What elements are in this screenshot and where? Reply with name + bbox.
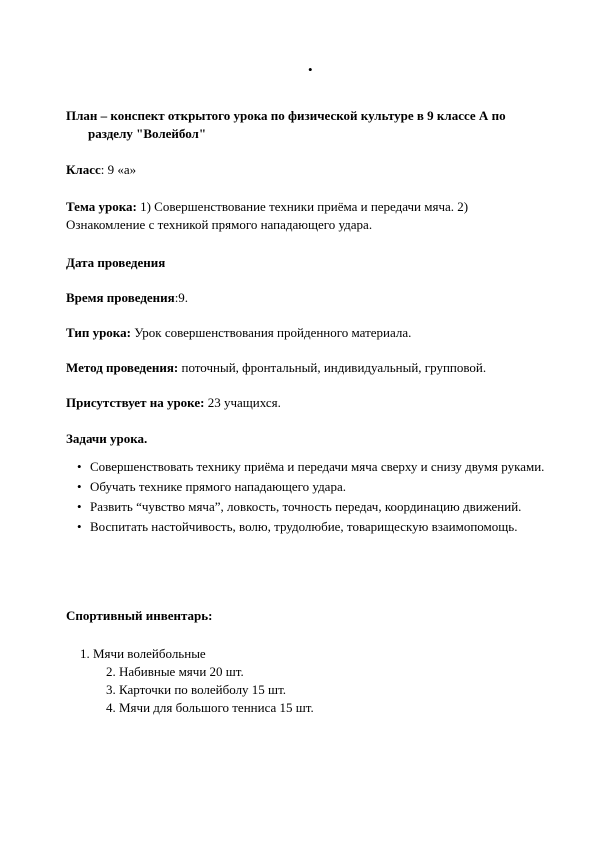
topic-value: 1) Совершенствование техники приёма и передачи мяча. 2) Ознакомление с техникой прямого нападающего удара. — [66, 199, 469, 232]
date-label: Дата проведения — [66, 255, 166, 270]
task-text: Развить “чувство мяча”, ловкость, точность передач, координацию движений. — [90, 499, 522, 514]
attendance-label: Присутствует на уроке: — [66, 395, 205, 410]
list-item: 1. Мячи волейбольные — [80, 646, 206, 661]
bullet-icon: • — [77, 479, 82, 494]
time-field — [66, 289, 546, 307]
bullet-icon: • — [77, 499, 82, 514]
list-item: 2. Набивные мячи 20 шт. — [106, 664, 244, 679]
equipment-heading: Спортивный инвентарь: — [66, 608, 213, 623]
topic-label: Тема урока: — [66, 199, 137, 214]
equipment-list — [80, 645, 520, 717]
attendance-field — [66, 394, 546, 412]
class-field — [66, 161, 546, 179]
bullet-icon: • — [77, 459, 82, 474]
task-text: Воспитать настойчивость, волю, трудолюбие, товарищескую взаимопомощь. — [90, 519, 518, 534]
task-text: Совершенствовать технику приёма и передачи мяча сверху и снизу двумя руками. — [90, 459, 545, 474]
method-label: Метод проведения: — [66, 360, 179, 375]
title-line-2: разделу "Волейбол" — [88, 126, 207, 141]
list-item: 4. Мячи для большого тенниса 15 шт. — [106, 700, 314, 715]
method-value: поточный, фронтальный, индивидуальный, групповой. — [178, 360, 487, 375]
header-bullet: • — [308, 62, 313, 77]
time-label: Время проведения — [66, 290, 175, 305]
class-value: : 9 «а» — [100, 162, 137, 177]
topic-field — [66, 198, 546, 234]
document-title — [66, 107, 546, 143]
attendance-value: 23 учащихся. — [204, 395, 281, 410]
list-item — [66, 478, 546, 496]
lesson-type-label: Тип урока: — [66, 325, 131, 340]
list-item: 3. Карточки по волейболу 15 шт. — [106, 682, 287, 697]
list-item — [66, 458, 546, 476]
title-line-1: План – конспект открытого урока по физической культуре в 9 классе А по — [66, 108, 506, 123]
lesson-type-value: Урок совершенствования пройденного материала. — [130, 325, 412, 340]
task-text: Обучать технике прямого нападающего удара. — [90, 479, 346, 494]
bullet-icon: • — [77, 519, 82, 534]
method-field — [66, 359, 546, 377]
date-field — [66, 254, 546, 272]
lesson-type-field — [66, 324, 546, 342]
time-value: :9. — [174, 290, 189, 305]
list-item — [66, 498, 546, 516]
tasks-heading: Задачи урока. — [66, 431, 148, 446]
class-label: Класс — [66, 162, 101, 177]
list-item — [66, 518, 546, 536]
tasks-list — [66, 458, 546, 538]
